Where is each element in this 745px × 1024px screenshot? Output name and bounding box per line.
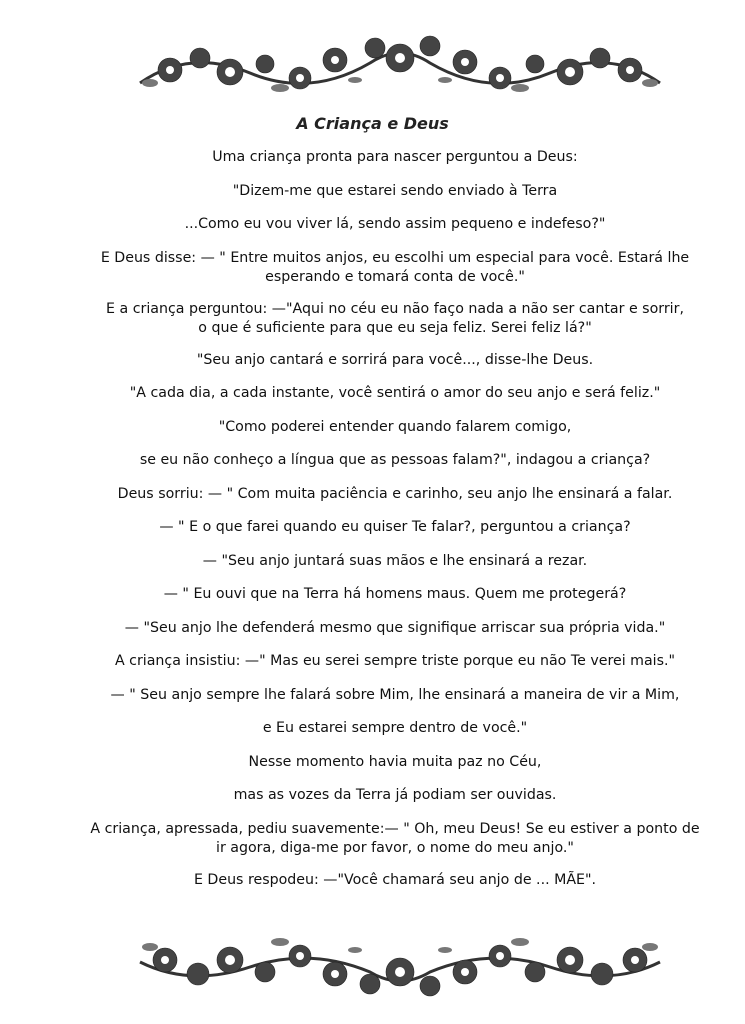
paragraph — [50, 249, 740, 287]
paragraph — [50, 384, 740, 403]
text-line: mas as vozes da Terra já podiam ser ouvidas. — [233, 787, 557, 803]
text-line: ...Como eu vou viver lá, sendo assim pequeno e indefeso?" — [184, 216, 606, 232]
document-title: A Criança e Deus — [296, 114, 449, 133]
text-line: A criança, apressada, pediu suavemente:— " Oh, meu Deus! Se eu estiver a ponto de — [90, 820, 700, 837]
text-line: "Dizem-me que estarei sendo enviado à Terra — [232, 182, 558, 199]
paragraph — [50, 753, 740, 772]
text-line: Uma criança pronta para nascer perguntou a Deus: — [212, 149, 578, 165]
text-line: E Deus disse: — " Entre muitos anjos, eu escolhi um especial para você. Estará lhe — [100, 249, 690, 266]
text-line: se eu não conheço a língua que as pessoas falam?", indagou a criança? — [139, 452, 651, 468]
paragraph — [50, 215, 740, 234]
paragraph — [50, 182, 740, 201]
text-line: — " Seu anjo sempre lhe falará sobre Mim, lhe ensinará a maneira de vir a Mim, — [110, 686, 680, 703]
paragraph — [50, 686, 740, 705]
text-line: "Seu anjo cantará e sorrirá para você..., disse-lhe Deus. — [196, 351, 594, 368]
text-line: o que é suficiente para que eu seja feliz. Serei feliz lá?" — [198, 319, 592, 336]
floral-border-icon — [130, 932, 670, 1002]
paragraph — [50, 300, 740, 338]
poem-body — [50, 148, 740, 904]
text-line: — " Eu ouvi que na Terra há homens maus. Quem me protegerá? — [163, 586, 627, 602]
paragraph — [50, 148, 740, 167]
paragraph — [50, 871, 740, 890]
text-line: — "Seu anjo juntará suas mãos e lhe ensinará a rezar. — [202, 552, 588, 569]
paragraph — [50, 418, 740, 437]
text-line: e Eu estarei sempre dentro de você." — [262, 720, 528, 736]
text-line: E a criança perguntou: —"Aqui no céu eu não faço nada a não ser cantar e sorrir, — [106, 300, 684, 317]
paragraph — [50, 786, 740, 805]
text-line: — " E o que farei quando eu quiser Te falar?, perguntou a criança? — [159, 519, 631, 535]
paragraph — [50, 619, 740, 638]
paragraph — [50, 552, 740, 571]
paragraph — [50, 652, 740, 671]
paragraph — [50, 351, 740, 370]
text-line: Nesse momento havia muita paz no Céu, — [248, 753, 542, 770]
text-line: ir agora, diga-me por favor, o nome do meu anjo." — [216, 839, 574, 856]
floral-border-icon — [130, 28, 670, 98]
paragraph — [50, 518, 740, 537]
paragraph — [50, 820, 740, 858]
text-line: "Como poderei entender quando falarem comigo, — [218, 418, 572, 435]
paragraph — [50, 485, 740, 504]
text-line: Deus sorriu: — " Com muita paciência e carinho, seu anjo lhe ensinará a falar. — [117, 485, 673, 502]
paragraph — [50, 585, 740, 604]
text-line: E Deus respodeu: —"Você chamará seu anjo de ... MÃE". — [193, 871, 597, 888]
paragraph — [50, 719, 740, 738]
text-line: — "Seu anjo lhe defenderá mesmo que signifique arriscar sua própria vida." — [124, 619, 666, 636]
text-line: A criança insistiu: —" Mas eu serei sempre triste porque eu não Te verei mais." — [114, 653, 676, 669]
text-line: "A cada dia, a cada instante, você sentirá o amor do seu anjo e será feliz." — [129, 385, 661, 401]
paragraph — [50, 451, 740, 470]
text-line: esperando e tomará conta de você." — [265, 268, 525, 285]
